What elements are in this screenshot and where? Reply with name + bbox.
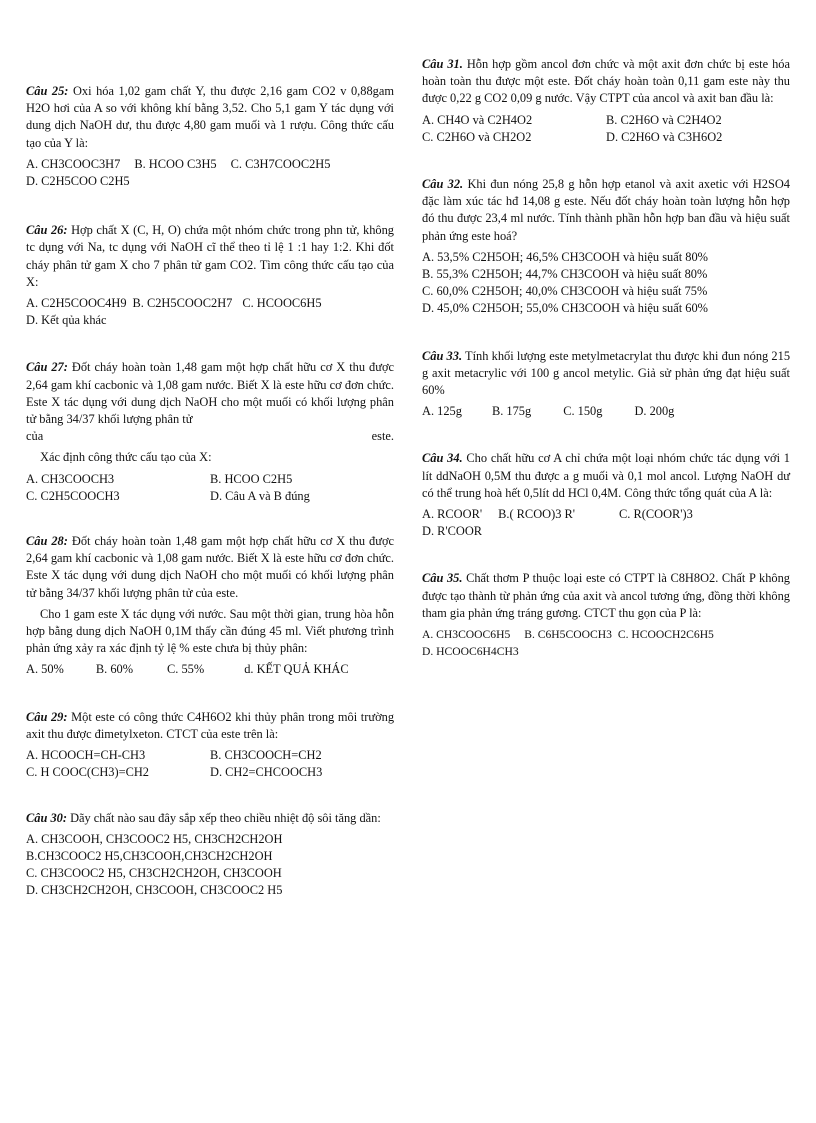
question-text [26, 709, 394, 743]
option-d: D. R'COOR [422, 524, 483, 539]
question-label: Câu 30: [26, 810, 67, 825]
question-body: Đốt cháy hoàn toàn 1,48 gam một hợp chất hữu cơ X thu được 2,64 gam khí cacbonic và 1,08 gam nước. Biết X là este hữu cơ đơn chức. Este X tác dụng với dung dịch NaOH cho một muối có khối lượng phân tử bằng 34/37 khối lượng phân tử của este. [26, 534, 394, 600]
option-c: C. HCOOC6H5 [242, 296, 322, 311]
question-28 [26, 533, 394, 679]
option-d: D. 200g [634, 404, 675, 419]
option-d: D. CH3CH2CH2OH, CH3COOH, CH3COOC2 H5 [26, 883, 283, 898]
option-a: A. 53,5% C2H5OH; 46,5% CH3COOH và hiệu suất 80% [422, 249, 708, 264]
option-b: B. HCOO C3H5 [134, 156, 217, 171]
option-c: C. C3H7COOC2H5 [230, 156, 331, 171]
question-label: Câu 28: [26, 534, 68, 549]
question-label: Câu 33. [422, 348, 463, 363]
option-a: A. CH4O và C2H4O2 [422, 112, 533, 127]
question-33 [422, 348, 790, 421]
question-text [422, 56, 790, 108]
option-a: A. C2H5COOC4H9 [26, 296, 127, 311]
answer-options [422, 403, 790, 420]
option-c: C. C2H6O và CH2O2 [422, 129, 532, 144]
left-column [26, 56, 394, 900]
question-body: Chất thơm P thuộc loại este có CTPT là C8H8O2. Chất P không được tạo thành từ phản ứng của axit và ancol tương ứng, đồng thời không tham gia phản ứng tráng gương. CTCT thu gọn của P là: [422, 571, 790, 620]
option-a: A. 125g [422, 404, 462, 419]
question-body: Tính khối lượng este metylmetacrylat thu được khi đun nóng 215 g axit metacrylic với 100 g ancol metylic. Giả sử phản ứng đạt hiệu suất 60% [422, 348, 791, 398]
option-b: B. 55,3% C2H5OH; 44,7% CH3COOH và hiệu suất 80% [422, 267, 708, 282]
question-body: Hợp chất X (C, H, O) chứa một nhóm chức trong phn tử, không tc dụng với Na, tc dụng với NaOH cĩ thể theo tỉ lệ 1 :1 hay 1:2. Khi đốt cháy phân tử gam X cho 7 phân tử gam CO2. Tìm công thức cấu tạo của X: [26, 223, 394, 289]
question-label: Câu 34. [422, 451, 463, 466]
answer-options [26, 471, 394, 505]
option-c: C. H COOC(CH3)=CH2 [26, 765, 149, 780]
question-label: Câu 26: [26, 223, 68, 238]
option-d: d. KẾT QUẢ KHÁC [244, 662, 349, 677]
question-text [422, 570, 790, 622]
option-d: D. Kết qủa khác [26, 313, 107, 328]
option-b: B. C2H6O và C2H4O2 [606, 112, 722, 127]
question-34 [422, 450, 790, 540]
option-d: D. Câu A và B đúng [210, 488, 310, 503]
answer-options [422, 506, 790, 540]
question-29 [26, 709, 394, 782]
option-c: C. C2H5COOCH3 [26, 488, 120, 503]
option-c: C. 55% [167, 662, 205, 677]
question-label: Câu 25: [26, 84, 69, 98]
question-32 [422, 176, 790, 318]
question-subtext: Cho 1 gam este X tác dụng với nước. Sau một thời gian, trung hòa hỗn hợp bằng dung dịch NaOH 0,1M thấy cần đúng 45 ml. Viết phương trình phản ứng xảy ra xác định tỷ lệ % este chưa bị thủy phân: [26, 606, 394, 656]
question-body: Hỗn hợp gồm ancol đơn chức và một axit đơn chức bị este hóa hoàn toàn thu được một este. Đốt cháy hoàn toàn 0,11 gam este này thu được 0,22 g CO2 0,09 g nước. Vậy CTPT của ancol và axit ban đầu là: [422, 57, 791, 106]
question-body: Đốt cháy hoàn toàn 1,48 gam một hợp chất hữu cơ X thu được 2,64 gam khí cacbonic và 1,08 gam nước. Biết X là este hữu cơ đơn chức. Este X tác dụng với dung dịch NaOH cho một muối có khối lượng phân tử bằng 34/37 khối lượng phân tử [26, 360, 394, 427]
question-text [26, 533, 394, 602]
question-text [26, 810, 394, 827]
option-a: A. RCOOR' [422, 507, 483, 522]
answer-options [26, 295, 394, 329]
question-27 [26, 359, 394, 505]
question-body: Một este có công thức C4H6O2 khi thủy phân trong môi trường axit thu được đimetylxeton. CTCT của este trên là: [26, 709, 395, 741]
question-body: Dãy chất nào sau đây sắp xếp theo chiều nhiệt độ sôi tăng dần: [66, 810, 381, 825]
question-text [422, 450, 790, 502]
question-subtext: Xác định công thức cấu tạo của X: [40, 450, 212, 465]
question-25 [26, 83, 394, 190]
option-b: B.( RCOO)3 R' [498, 507, 576, 522]
tail-left: của [26, 429, 44, 444]
question-35 [422, 570, 790, 660]
option-b: B. 60% [95, 662, 134, 677]
question-text [422, 176, 790, 245]
question-tail [26, 428, 394, 445]
right-column [422, 56, 790, 660]
question-text [26, 83, 394, 152]
question-body: Cho chất hữu cơ A chỉ chứa một loại nhóm chức tác dụng với 1 lít ddNaOH 0,5M thu được a g muối và 0,1 mol ancol. Lượng NaOH dư có thể trung hoà hết 0,5lít dd HCl 0,4M. Công thức tổng quát của A là: [422, 451, 791, 500]
option-b: B. HCOO C2H5 [210, 471, 293, 486]
option-b: B. C6H5COOCH3 [524, 628, 612, 642]
question-label: Câu 27: [26, 360, 68, 375]
question-label: Câu 35. [422, 571, 463, 586]
option-a: A. CH3COOCH3 [26, 471, 115, 486]
answer-options [422, 249, 790, 318]
question-31 [422, 56, 790, 146]
question-30 [26, 810, 394, 900]
option-b: B.CH3COOC2 H5,CH3COOH,CH3CH2CH2OH [26, 848, 273, 863]
answer-options [26, 156, 394, 190]
option-c: C. CH3COOC2 H5, CH3CH2CH2OH, CH3COOH [26, 866, 282, 881]
option-b: B. 175g [491, 404, 532, 419]
tail-right: este. [371, 429, 394, 444]
question-text [26, 222, 394, 291]
question-body: Oxi hóa 1,02 gam chất Y, thu được 2,16 gam CO2 v 0,88gam H2O hơi của A so với không khí bằng 3,52. Cho 5,1 gam Y tác dụng với dung dịch NaOH dư, thu được 4,80 gam muối và 1 rượu. Công thức cấu tạo của Y là: [26, 84, 394, 150]
option-a: A. 50% [26, 662, 64, 677]
option-c: C. 150g [563, 404, 603, 419]
answer-options [422, 626, 790, 660]
option-a: A. CH3COOC6H5 [422, 628, 511, 642]
answer-options [26, 831, 394, 900]
question-body: Khi đun nóng 25,8 g hỗn hợp etanol và axit axetic với H2SO4 đặc làm xúc tác hđ 14,08 g este. Nếu đốt cháy hoàn toàn lượng hỗn hợp đó thu được 23,4 ml nước. Tính thành phần hỗn hợp ban đầu và hiệu suất phản ứng este hoá? [422, 177, 790, 243]
option-a: A. HCOOCH=CH-CH3 [26, 748, 146, 763]
option-a: A. CH3COOC3H7 [26, 156, 121, 171]
question-text [422, 348, 790, 400]
option-b: B. C2H5COOC2H7 [132, 296, 233, 311]
question-text [26, 359, 394, 428]
answer-options [26, 747, 394, 781]
option-d: D. C2H6O và C3H6O2 [606, 129, 723, 144]
question-26 [26, 222, 394, 329]
option-d: D. HCOOC6H4CH3 [422, 645, 519, 659]
answer-options [26, 661, 394, 678]
question-label: Câu 31. [422, 57, 463, 71]
option-a: A. CH3COOH, CH3COOC2 H5, CH3CH2CH2OH [26, 831, 283, 846]
option-c: C. 60,0% C2H5OH; 40,0% CH3COOH và hiệu suất 75% [422, 284, 708, 299]
option-b: B. CH3COOCH=CH2 [210, 748, 322, 763]
option-d: D. CH2=CHCOOCH3 [210, 765, 323, 780]
option-d: D. C2H5COO C2H5 [26, 174, 130, 189]
question-label: Câu 29: [26, 709, 68, 724]
answer-options [422, 112, 790, 146]
option-c: C. HCOOCH2C6H5 [617, 628, 714, 642]
question-label: Câu 32. [422, 177, 464, 192]
option-c: C. R(COOR')3 [619, 507, 693, 522]
option-d: D. 45,0% C2H5OH; 55,0% CH3COOH và hiệu suất 60% [422, 301, 708, 316]
